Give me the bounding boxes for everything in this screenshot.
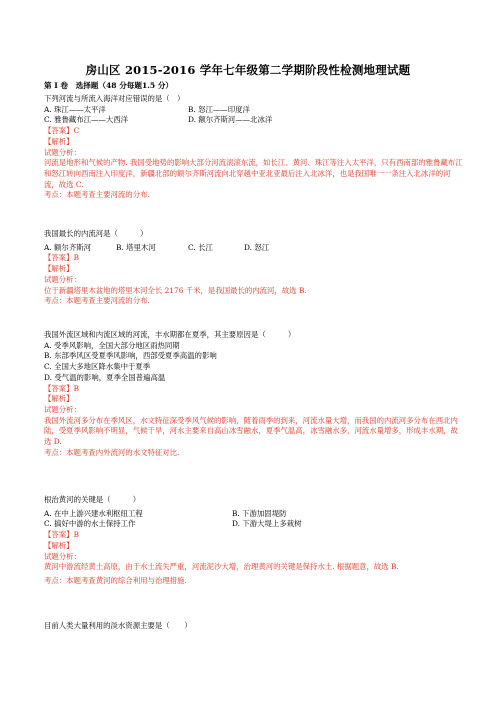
question-4 (44, 495, 464, 587)
option-c: C. 雅鲁藏布江——大西洋 (44, 115, 128, 125)
answer-tag: 【答案】B (44, 383, 79, 393)
analysis-title: 试题分析： (44, 551, 81, 561)
exam-point: 考点：本题考查黄河的综合利用与治理措施. (44, 575, 187, 585)
question-3 (44, 330, 464, 458)
option-b: B. 怒江——印度洋 (188, 104, 250, 114)
option-row (44, 509, 464, 520)
option-row (44, 519, 464, 530)
answer-tag: 【答案】B (44, 530, 79, 540)
exam-point: 考点：本题考查主要河流的分布. (44, 190, 150, 200)
option-d: D. 受气温的影响，夏季全国普遍高温 (44, 372, 166, 382)
option-row (44, 105, 464, 116)
analysis-text: 黄河中游流经黄土高原，由于水土流失严重，河流泥沙大增，治理黄河的关键是保持水土. 根据题意，故选 B. (44, 562, 399, 572)
question-stem: 目前人类大量利用的淡水资源主要是（ ） (44, 621, 192, 630)
option-d: D. 下游大堤上多栽树 (232, 519, 302, 529)
section-heading: 第 I 卷 选择题（48 分每题1.5 分） (44, 81, 174, 90)
option-d: D. 额尔齐斯河——北冰洋 (188, 115, 273, 125)
analysis-title: 试题分析： (44, 147, 81, 157)
analysis-tag: 【解析】 (44, 394, 74, 404)
analysis-title: 试题分析： (44, 404, 81, 414)
question-stem: 我国外流区域和内流区域的河流，丰水期都在夏季，其主要原因是（ ） (44, 330, 296, 339)
question-1 (44, 94, 464, 201)
option-c: C. 全国大多地区降水集中于夏季 (44, 362, 151, 372)
option-a: A. 受季风影响，全国大部分地区雨热同期 (44, 340, 180, 350)
option-b: B. 下游加固堤防 (232, 508, 287, 518)
option-b: B. 塔里木河 (116, 242, 156, 252)
option-a: A. 珠江——太平洋 (44, 104, 106, 114)
analysis-title: 试题分析： (44, 274, 81, 284)
option-d: D. 怒江 (244, 242, 270, 252)
answer-tag: 【答案】B (44, 253, 79, 263)
exam-point: 考点：本题考查内外流河的水文特征对比. (44, 447, 180, 457)
analysis-text: 河流是地形和气候的产物. 我国受地势的影响大部分河流滚滚东流，如长江、黄河、珠江等注入太平洋，只有西南部的雅鲁藏布江和怒江转向西南注入印度洋，新疆北部的额尔齐斯河流向北穿越中亚北亚最后注入北冰洋，也是我国唯一一条注入北冰洋的河流，故选 C. (44, 158, 463, 189)
exam-point: 考点：本题考查主要河流的分布. (44, 296, 150, 306)
question-2 (44, 229, 464, 307)
analysis-tag: 【解析】 (44, 136, 74, 146)
option-c: C. 长江 (188, 242, 213, 252)
question-stem: 我国最长的内流河是（ ） (44, 229, 148, 238)
question-stem: 根治黄河的关键是（ ） (44, 495, 141, 504)
analysis-text: 位于新疆塔里木盆地的塔里木河全长 2176 千米，是我国最长的内流河，故选 B. (44, 285, 307, 295)
option-row (44, 115, 464, 126)
option-row (44, 243, 464, 254)
option-b: B. 东部季风区受夏季风影响，西部受夏季高温的影响 (44, 351, 217, 361)
analysis-text: 我国外流河多分布在季风区，水文特征深受季风气候的影响，随着雨季的到来，河流水量大增，而我国的内流河多分布在西北内陆，受夏季风影响不明显，气候干旱，河水主要来自高山冰雪融水，夏季气温高，冰雪融水多，河流水量增多，形成丰水期，故选 D. (44, 415, 458, 447)
option-a: A. 在中上游兴建水利枢纽工程 (44, 508, 143, 518)
analysis-tag: 【解析】 (44, 264, 74, 274)
option-a: A. 额尔齐斯河 (44, 242, 91, 252)
analysis-tag: 【解析】 (44, 540, 74, 550)
question-5 (44, 621, 464, 632)
answer-tag: 【答案】C (44, 126, 80, 136)
page-title: 房山区 2015-2016 学年七年级第二学期阶段性检测地理试题 (85, 63, 411, 77)
question-stem: 下列河流与所流入海洋对应错误的是（ ） (44, 94, 185, 103)
option-c: C. 搞好中游的水土保持工作 (44, 519, 136, 529)
